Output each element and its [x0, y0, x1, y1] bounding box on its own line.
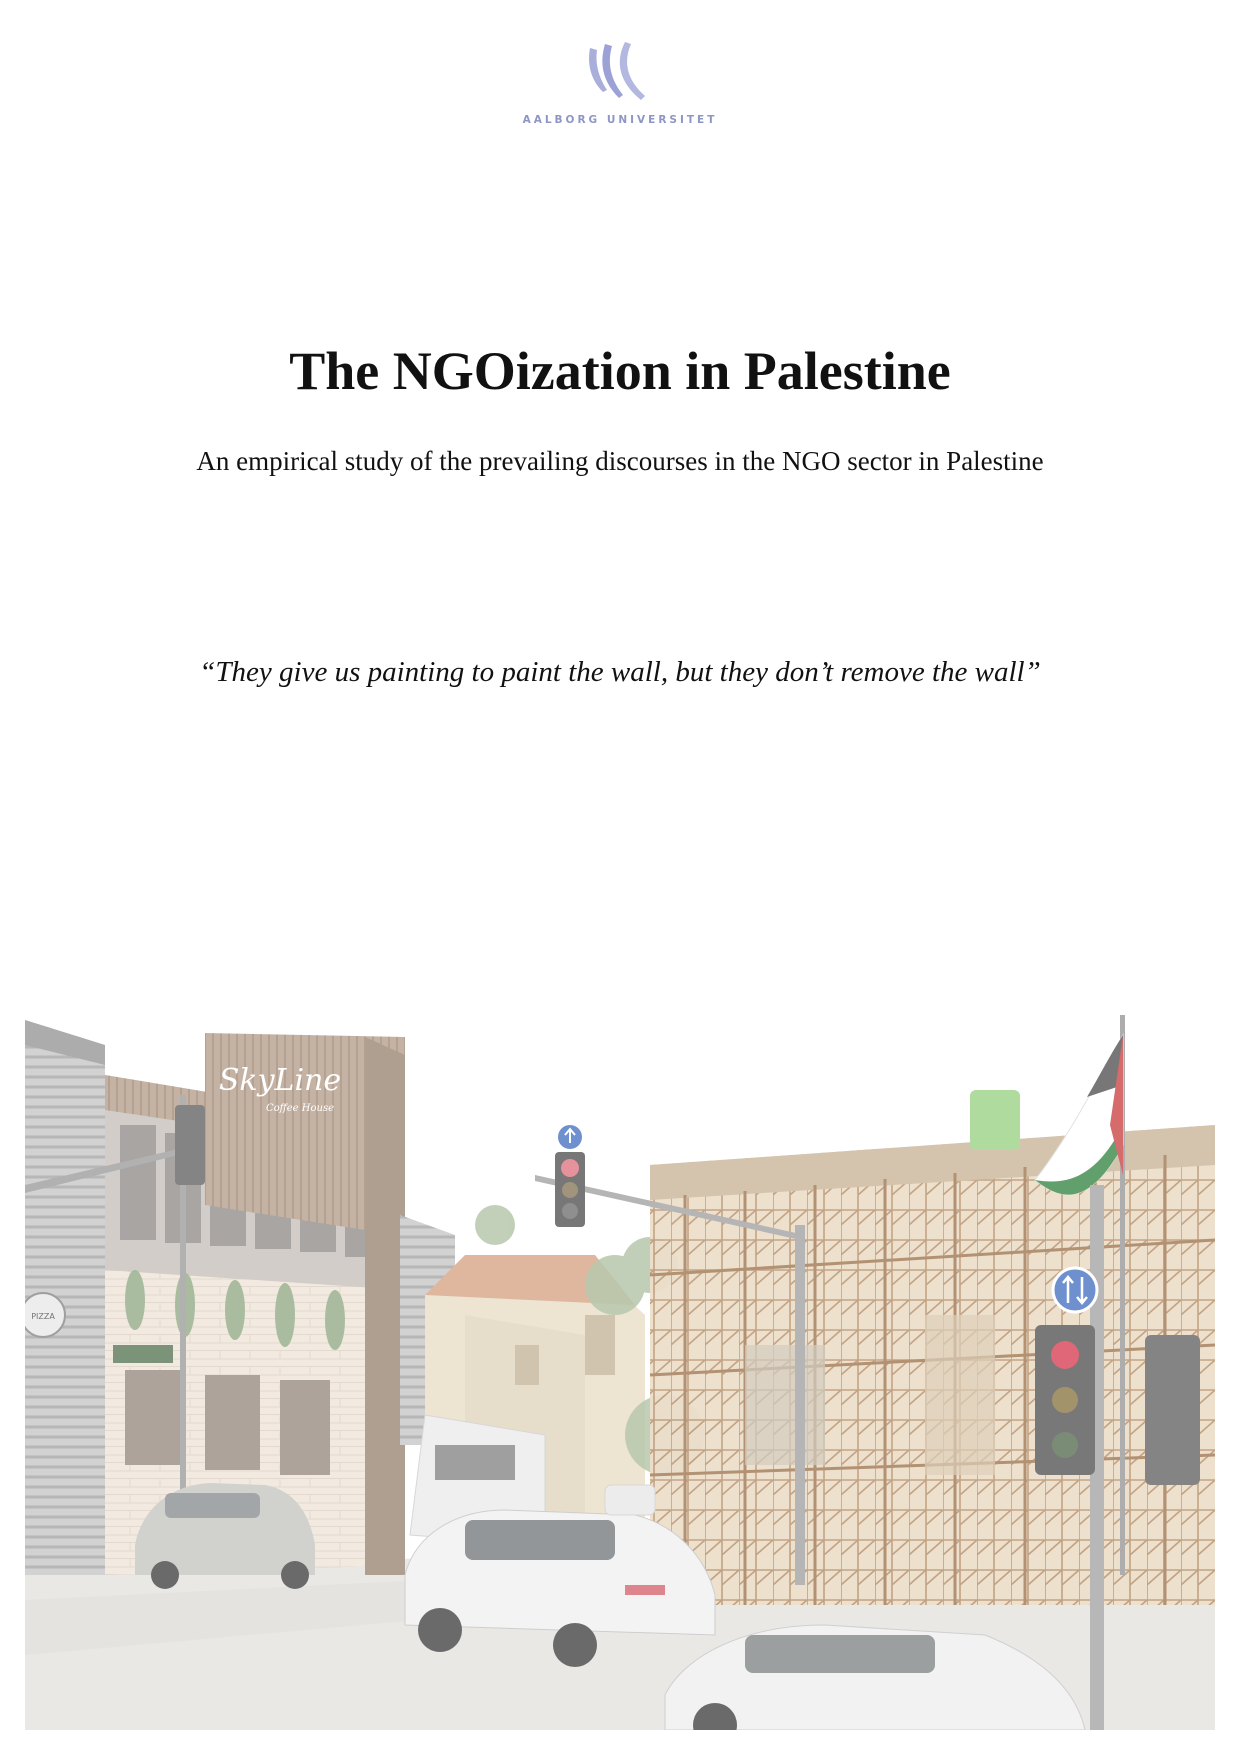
skyline-sign-subtext: Coffee House: [265, 1103, 335, 1114]
university-logo: [0, 40, 1240, 126]
skyline-sign-text: SkyLine: [218, 1063, 342, 1098]
pizza-sign-label: PIZZA: [31, 1312, 55, 1321]
document-title: The NGOization in Palestine: [289, 341, 951, 401]
aalborg-wave-logo-icon: [585, 40, 655, 106]
street-scene-image: [25, 1015, 1215, 1730]
cover-photo: [25, 1015, 1215, 1730]
document-quote: “They give us painting to paint the wall, but they don’t remove the wall”: [199, 656, 1041, 688]
logo-text: AALBORG UNIVERSITET: [522, 114, 718, 126]
document-subtitle: An empirical study of the prevailing discourses in the NGO sector in Palestine: [196, 446, 1044, 476]
